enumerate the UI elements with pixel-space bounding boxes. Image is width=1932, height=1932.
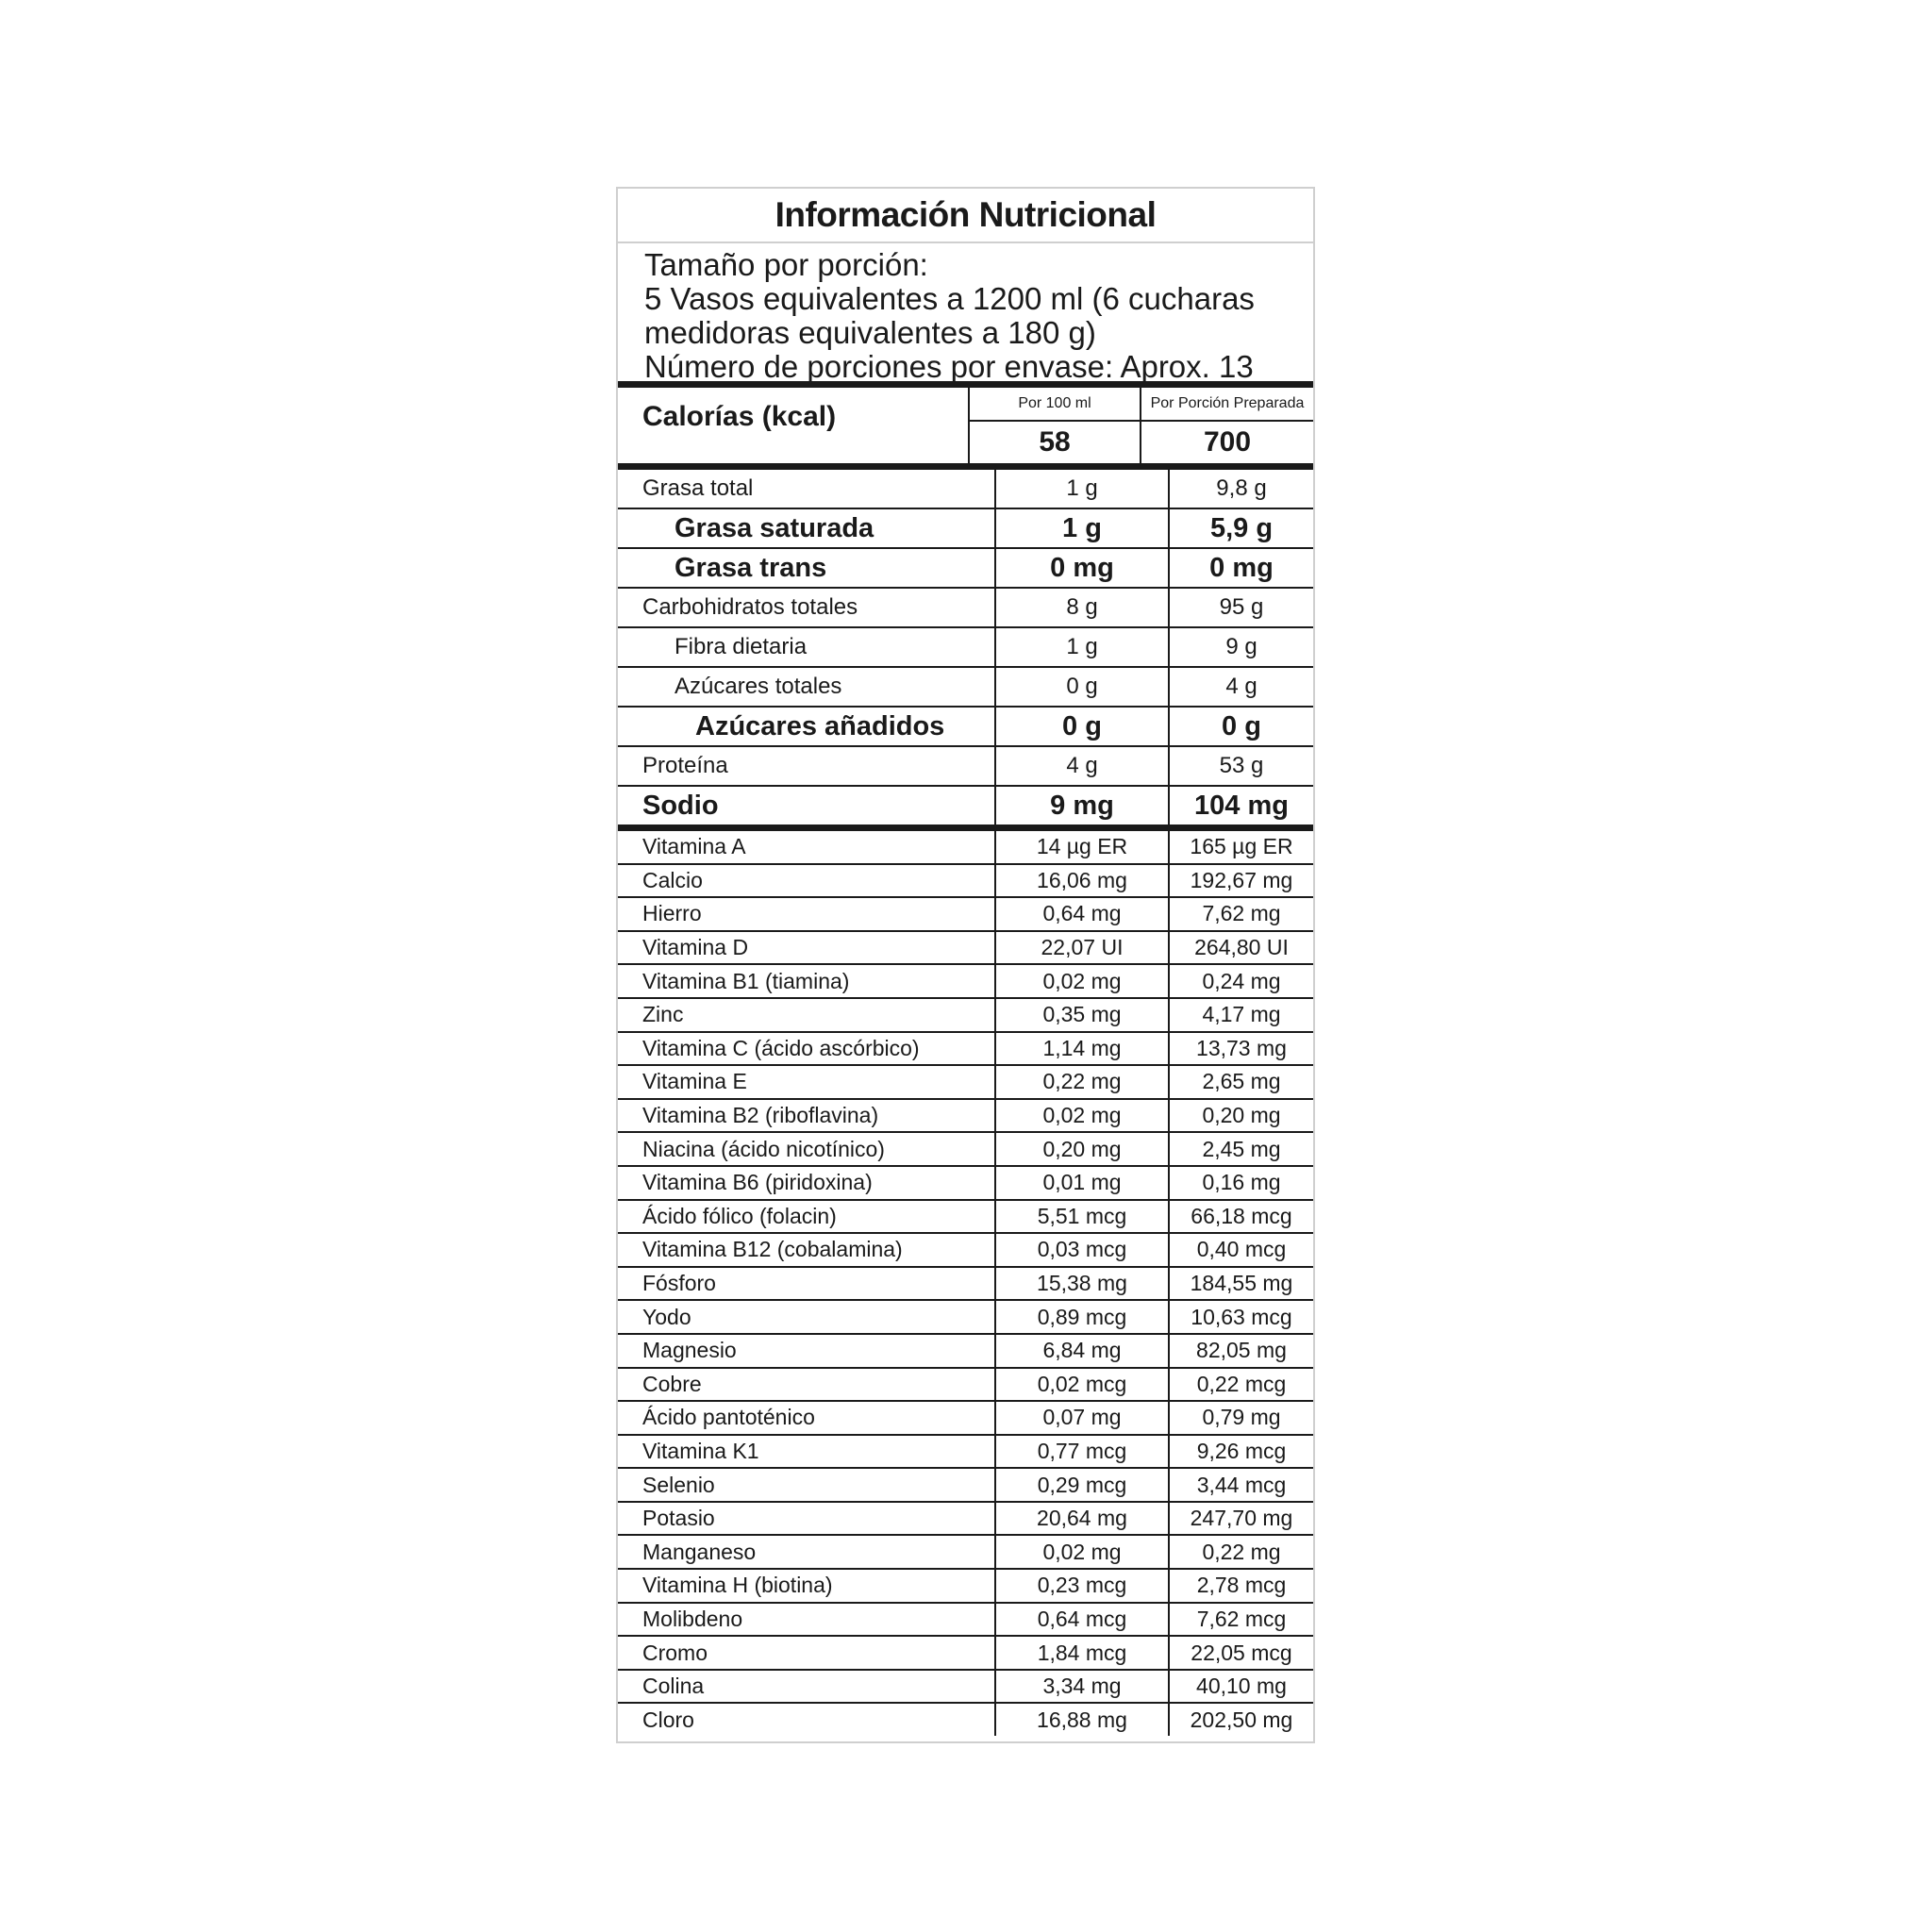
nutrient-row <box>618 667 1313 707</box>
serving-size-line-1: 5 Vasos equivalentes a 1200 ml (6 cucharas <box>644 281 1255 316</box>
calories-per-portion: 700 <box>1203 426 1252 458</box>
nutrient-name: Calcio <box>618 864 995 898</box>
per-100ml-header: Por 100 ml <box>970 388 1140 422</box>
calories-per-100ml: 58 <box>1039 426 1071 458</box>
value-per-100ml: 1,84 mcg <box>995 1636 1169 1670</box>
nutrient-row <box>618 1368 1313 1402</box>
nutrient-name: Potasio <box>618 1502 995 1536</box>
value-per-portion: 0,24 mg <box>1169 964 1313 998</box>
nutrient-row <box>618 831 1313 864</box>
value-per-100ml: 0,02 mg <box>995 964 1169 998</box>
value-per-portion: 0,22 mcg <box>1169 1368 1313 1402</box>
value-per-portion: 264,80 UI <box>1169 931 1313 965</box>
value-per-100ml: 14 µg ER <box>995 831 1169 864</box>
nutrient-name: Vitamina K1 <box>618 1435 995 1469</box>
value-per-portion: 0,20 mg <box>1169 1099 1313 1133</box>
value-per-100ml: 15,38 mg <box>995 1267 1169 1301</box>
value-per-portion: 202,50 mg <box>1190 1707 1293 1732</box>
nutrient-row <box>618 746 1313 786</box>
value-per-100ml: 0,07 mg <box>995 1401 1169 1435</box>
value-per-100ml: 22,07 UI <box>995 931 1169 965</box>
value-per-portion: 0,40 mcg <box>1169 1233 1313 1267</box>
value-per-100ml: 1 g <box>995 627 1169 667</box>
nutrient-row <box>618 931 1313 965</box>
value-per-100ml: 1 g <box>995 508 1169 548</box>
value-per-portion: 3,44 mcg <box>1169 1468 1313 1502</box>
value-per-100ml: 16,06 mg <box>995 864 1169 898</box>
value-per-100ml: 1 g <box>995 470 1169 508</box>
value-per-100ml: 0 mg <box>995 548 1169 588</box>
nutrient-name: Zinc <box>618 998 995 1032</box>
value-per-100ml: 0,03 mcg <box>995 1233 1169 1267</box>
nutrient-name: Vitamina E <box>618 1065 995 1099</box>
value-per-portion: 4 g <box>1169 667 1313 707</box>
value-per-100ml: 1,14 mg <box>995 1032 1169 1066</box>
value-per-100ml: 0,77 mcg <box>995 1435 1169 1469</box>
value-per-100ml: 0,20 mg <box>995 1132 1169 1166</box>
value-per-portion: 5,9 g <box>1169 508 1313 548</box>
nutrient-name: Molibdeno <box>618 1603 995 1637</box>
value-per-portion: 53 g <box>1169 746 1313 786</box>
nutrient-name: Carbohidratos totales <box>618 588 995 627</box>
per-portion-header: Por Porción Preparada <box>1141 388 1313 422</box>
value-per-100ml: 9 mg <box>995 786 1169 828</box>
value-per-100ml: 20,64 mg <box>995 1502 1169 1536</box>
value-per-portion: 2,65 mg <box>1169 1065 1313 1099</box>
nutrient-name: Ácido fólico (folacin) <box>618 1200 995 1234</box>
value-per-portion: 247,70 mg <box>1169 1502 1313 1536</box>
value-per-portion: 0,22 mg <box>1169 1535 1313 1569</box>
nutrient-row <box>618 1569 1313 1603</box>
value-per-100ml: 5,51 mcg <box>995 1200 1169 1234</box>
nutrient-name: Cobre <box>618 1368 995 1402</box>
nutrient-row <box>618 1200 1313 1234</box>
value-per-portion: 10,63 mcg <box>1169 1300 1313 1334</box>
value-per-portion: 22,05 mcg <box>1169 1636 1313 1670</box>
nutrient-row <box>618 588 1313 627</box>
label-title: Información Nutricional <box>618 189 1313 243</box>
nutrition-facts-label <box>616 187 1315 1743</box>
nutrient-row <box>618 786 1313 828</box>
calories-label: Calorías (kcal) <box>618 388 970 463</box>
nutrient-row <box>618 1032 1313 1066</box>
calories-row <box>618 388 1313 470</box>
nutrient-row <box>618 1300 1313 1334</box>
nutrient-row <box>618 1401 1313 1435</box>
value-per-100ml: 3,34 mg <box>995 1670 1169 1704</box>
nutrient-name: Niacina (ácido nicotínico) <box>618 1132 995 1166</box>
value-per-100ml: 0,64 mg <box>995 897 1169 931</box>
nutrient-row <box>618 1334 1313 1368</box>
nutrient-row <box>618 1065 1313 1099</box>
nutrient-name: Cromo <box>618 1636 995 1670</box>
value-per-100ml: 6,84 mg <box>995 1334 1169 1368</box>
nutrient-row <box>618 1233 1313 1267</box>
nutrient-name: Ácido pantoténico <box>618 1401 995 1435</box>
value-per-100ml: 0,89 mcg <box>995 1300 1169 1334</box>
nutrient-name: Fósforo <box>618 1267 995 1301</box>
nutrient-row <box>618 1267 1313 1301</box>
value-per-portion: 95 g <box>1169 588 1313 627</box>
value-per-100ml: 4 g <box>995 746 1169 786</box>
nutrient-row <box>618 1468 1313 1502</box>
value-per-100ml: 0 g <box>995 707 1169 746</box>
value-per-100ml: 0,29 mcg <box>995 1468 1169 1502</box>
nutrient-row <box>618 1670 1313 1704</box>
value-per-portion: 9,26 mcg <box>1169 1435 1313 1469</box>
per-portion-column <box>1141 388 1313 463</box>
nutrient-row <box>618 508 1313 548</box>
value-per-portion: 9,8 g <box>1169 470 1313 508</box>
macronutrients-table <box>618 470 1313 831</box>
value-per-portion: 13,73 mg <box>1169 1032 1313 1066</box>
value-per-portion: 66,18 mcg <box>1169 1200 1313 1234</box>
value-per-portion: 184,55 mg <box>1169 1267 1313 1301</box>
nutrient-name: Fibra dietaria <box>618 627 995 667</box>
nutrient-row <box>618 964 1313 998</box>
nutrient-name: Grasa total <box>618 470 995 508</box>
nutrient-row <box>618 998 1313 1032</box>
value-per-portion: 2,45 mg <box>1169 1132 1313 1166</box>
nutrient-row <box>618 897 1313 931</box>
value-per-portion: 192,67 mg <box>1169 864 1313 898</box>
value-per-portion: 0,16 mg <box>1169 1166 1313 1200</box>
nutrient-name: Azúcares totales <box>618 667 995 707</box>
per-100ml-column <box>970 388 1141 463</box>
value-per-100ml: 0,64 mcg <box>995 1603 1169 1637</box>
nutrient-row <box>618 1703 1313 1736</box>
nutrient-name: Vitamina B6 (piridoxina) <box>618 1166 995 1200</box>
nutrient-name: Sodio <box>618 786 995 828</box>
value-per-100ml: 8 g <box>995 588 1169 627</box>
nutrient-name: Vitamina B2 (riboflavina) <box>618 1099 995 1133</box>
value-per-portion: 0 mg <box>1169 548 1313 588</box>
nutrient-name: Cloro <box>618 1703 995 1736</box>
nutrient-row <box>618 1535 1313 1569</box>
nutrient-row <box>618 707 1313 746</box>
nutrient-name: Vitamina B1 (tiamina) <box>618 964 995 998</box>
value-per-100ml: 16,88 mg <box>995 1703 1169 1736</box>
nutrient-row <box>618 1166 1313 1200</box>
nutrient-name: Magnesio <box>618 1334 995 1368</box>
nutrient-name: Grasa saturada <box>618 508 995 548</box>
value-per-portion: 2,78 mcg <box>1169 1569 1313 1603</box>
nutrient-row <box>618 1132 1313 1166</box>
value-per-100ml: 0,01 mg <box>995 1166 1169 1200</box>
value-per-100ml: 0,02 mg <box>995 1535 1169 1569</box>
nutrient-row <box>618 1636 1313 1670</box>
value-per-portion: 82,05 mg <box>1169 1334 1313 1368</box>
nutrient-name: Colina <box>618 1670 995 1704</box>
serving-size-heading: Tamaño por porción: <box>644 247 928 282</box>
nutrient-row <box>618 548 1313 588</box>
value-per-portion: 7,62 mcg <box>1169 1603 1313 1637</box>
nutrient-name: Yodo <box>618 1300 995 1334</box>
nutrient-row <box>618 1435 1313 1469</box>
nutrient-row <box>618 1603 1313 1637</box>
nutrient-name: Hierro <box>618 897 995 931</box>
value-per-portion: 0,79 mg <box>1169 1401 1313 1435</box>
nutrient-row <box>618 1099 1313 1133</box>
nutrient-name: Grasa trans <box>618 548 995 588</box>
nutrient-row <box>618 864 1313 898</box>
value-per-portion: 4,17 mg <box>1169 998 1313 1032</box>
nutrient-name: Vitamina B12 (cobalamina) <box>618 1233 995 1267</box>
value-per-portion: 0 g <box>1169 707 1313 746</box>
micronutrients-table <box>618 831 1313 1736</box>
nutrient-name: Manganeso <box>618 1535 995 1569</box>
value-per-100ml: 0,02 mcg <box>995 1368 1169 1402</box>
nutrient-name: Azúcares añadidos <box>618 707 995 746</box>
nutrient-name: Proteína <box>618 746 995 786</box>
nutrient-row <box>618 627 1313 667</box>
value-per-portion: 40,10 mg <box>1169 1670 1313 1704</box>
value-per-100ml: 0,22 mg <box>995 1065 1169 1099</box>
serving-info <box>618 243 1313 388</box>
servings-per-container: Número de porciones por envase: Aprox. 13 <box>644 349 1254 384</box>
value-per-portion: 7,62 mg <box>1169 897 1313 931</box>
value-per-100ml: 0,23 mcg <box>995 1569 1169 1603</box>
nutrient-name: Vitamina H (biotina) <box>618 1569 995 1603</box>
value-per-100ml: 0,02 mg <box>995 1099 1169 1133</box>
value-per-portion: 9 g <box>1169 627 1313 667</box>
value-per-100ml: 0,35 mg <box>995 998 1169 1032</box>
value-per-100ml: 0 g <box>995 667 1169 707</box>
nutrient-name: Vitamina C (ácido ascórbico) <box>618 1032 995 1066</box>
nutrient-name: Vitamina A <box>618 831 995 864</box>
nutrient-name: Vitamina D <box>618 931 995 965</box>
nutrient-name: Selenio <box>618 1468 995 1502</box>
nutrient-row <box>618 470 1313 508</box>
value-per-portion: 104 mg <box>1169 786 1313 828</box>
value-per-portion: 165 µg ER <box>1169 831 1313 864</box>
nutrient-row <box>618 1502 1313 1536</box>
serving-size-line-2: medidoras equivalentes a 180 g) <box>644 315 1096 350</box>
